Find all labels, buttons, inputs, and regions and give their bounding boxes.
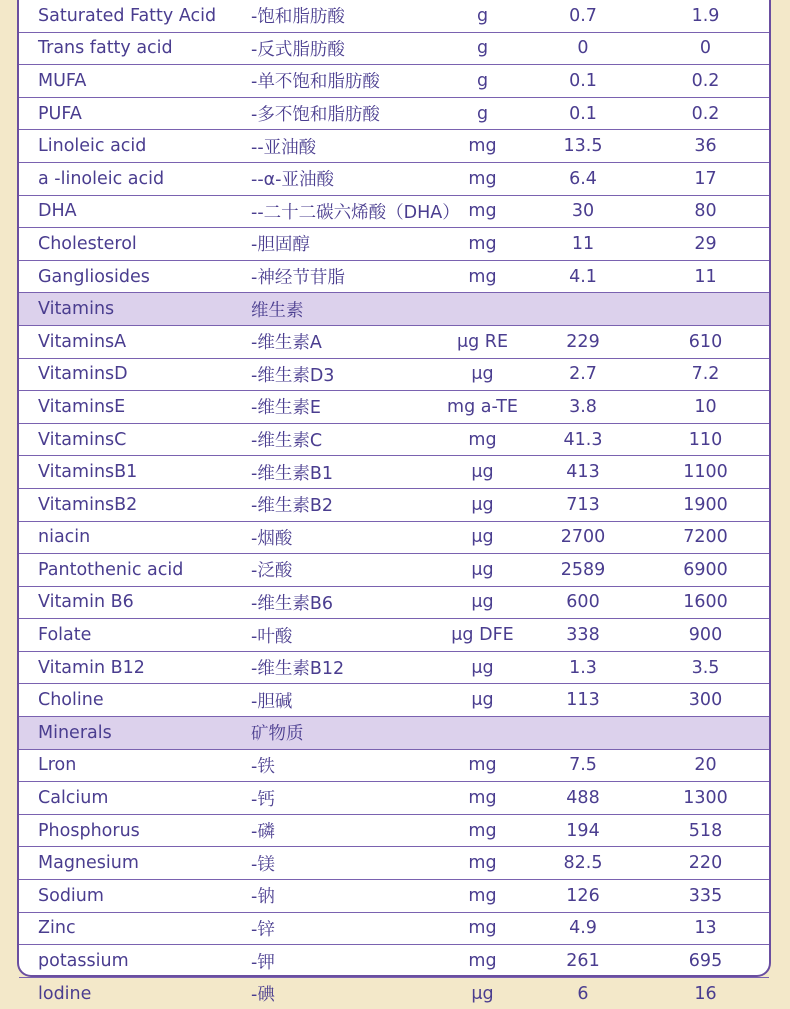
nutrient-value-per-100g: 1.9 <box>642 0 769 32</box>
nutrient-unit: mg <box>441 945 524 978</box>
nutrient-unit: μg <box>441 358 524 391</box>
nutrient-value-per-100kj: 4.1 <box>524 260 642 293</box>
nutrient-name-en: Choline <box>19 684 251 717</box>
nutrient-name-cn: -碘 <box>251 985 275 1006</box>
nutrient-value-per-100kj: 2700 <box>524 521 642 554</box>
nutrient-row <box>19 0 769 32</box>
nutrient-value-per-100kj: 338 <box>524 619 642 652</box>
nutrient-unit: mg <box>441 423 524 456</box>
nutrient-name-cn: --二十二碳六烯酸（DHA） <box>251 195 441 228</box>
nutrient-value-per-100kj: 30 <box>524 195 642 228</box>
nutrient-value-per-100g: 610 <box>642 325 769 358</box>
nutrient-unit: g <box>441 32 524 65</box>
nutrient-name-en: Sodium <box>19 880 251 913</box>
nutrient-value-per-100g: 80 <box>642 195 769 228</box>
nutrient-name-en: VitaminsD <box>19 358 251 391</box>
nutrient-name-cn: -锌 <box>251 912 441 945</box>
section-title-cn: 维生素 <box>251 293 769 326</box>
nutrient-unit: μg <box>441 684 524 717</box>
nutrient-unit: mg <box>441 130 524 163</box>
nutrient-value-per-100g: 20 <box>642 749 769 782</box>
nutrient-value-per-100kj: 0.1 <box>524 97 642 130</box>
nutrient-row <box>19 97 769 130</box>
nutrient-value-per-100g: 13 <box>642 912 769 945</box>
nutrient-value-per-100g: 695 <box>642 945 769 978</box>
nutrient-row <box>19 749 769 782</box>
nutrient-row <box>19 130 769 163</box>
nutrient-row <box>19 391 769 424</box>
nutrient-unit: μg <box>441 456 524 489</box>
nutrient-unit: μg <box>441 586 524 619</box>
nutrient-unit: g <box>441 65 524 98</box>
nutrient-value-per-100kj: 126 <box>524 880 642 913</box>
nutrient-name-cn: -维生素C <box>251 423 441 456</box>
nutrient-unit: mg <box>441 260 524 293</box>
nutrient-value-per-100kj: 488 <box>524 782 642 815</box>
nutrient-row <box>19 162 769 195</box>
nutrient-unit: mg <box>441 847 524 880</box>
nutrient-name-cn: -磷 <box>251 814 441 847</box>
nutrient-name-en: niacin <box>19 521 251 554</box>
nutrient-name-en: DHA <box>19 195 251 228</box>
section-title-en: Vitamins <box>19 293 251 326</box>
nutrient-unit: g <box>441 97 524 130</box>
nutrient-unit: mg <box>441 880 524 913</box>
nutrient-value-per-100g: 518 <box>642 814 769 847</box>
nutrient-value-per-100g: 36 <box>642 130 769 163</box>
nutrient-name-cn: -维生素B2 <box>251 488 441 521</box>
nutrient-unit: g <box>441 0 524 32</box>
nutrient-value-per-100g: 11 <box>642 260 769 293</box>
nutrient-value-per-100g: 335 <box>642 880 769 913</box>
nutrient-value-per-100kj: 2.7 <box>524 358 642 391</box>
nutrient-row <box>19 32 769 65</box>
nutrient-row <box>19 586 769 619</box>
nutrient-value-per-100g: 1100 <box>642 456 769 489</box>
nutrient-row <box>19 814 769 847</box>
nutrient-value-per-100g: 300 <box>642 684 769 717</box>
nutrient-name-cn: -维生素B6 <box>251 586 441 619</box>
nutrient-value-per-100kj: 82.5 <box>524 847 642 880</box>
nutrient-value-per-100kj: 713 <box>524 488 642 521</box>
nutrient-value-per-100kj: 113 <box>524 684 642 717</box>
nutrient-unit: mg <box>441 749 524 782</box>
nutrient-value-per-100kj: 261 <box>524 945 642 978</box>
nutrient-unit: μg RE <box>441 325 524 358</box>
nutrient-row <box>19 488 769 521</box>
nutrient-name-en: VitaminsB2 <box>19 488 251 521</box>
nutrient-value-per-100kj: 229 <box>524 325 642 358</box>
nutrient-name-cn: -维生素B1 <box>251 456 441 489</box>
nutrient-name-en: Gangliosides <box>19 260 251 293</box>
nutrient-name-cn: -钙 <box>251 782 441 815</box>
nutrient-value-per-100kj: 1.3 <box>524 651 642 684</box>
nutrient-name-cn: -胆碱 <box>251 684 441 717</box>
nutrient-name-en: Vitamin B12 <box>19 651 251 684</box>
nutrient-name-cn: -多不饱和脂肪酸 <box>251 97 441 130</box>
nutrient-value-per-100g: 16 <box>694 983 717 1004</box>
nutrient-name-cn: -钠 <box>251 880 441 913</box>
nutrient-name-en: Vitamin B6 <box>19 586 251 619</box>
nutrient-unit: μg <box>471 983 494 1004</box>
nutrient-unit: μg <box>441 651 524 684</box>
nutrient-value-per-100g: 3.5 <box>642 651 769 684</box>
nutrient-name-en: potassium <box>19 945 251 978</box>
nutrient-row <box>19 684 769 717</box>
nutrient-unit: μg <box>441 554 524 587</box>
nutrient-value-per-100g: 1600 <box>642 586 769 619</box>
nutrient-name-en: MUFA <box>19 65 251 98</box>
nutrient-name-en: Phosphorus <box>19 814 251 847</box>
nutrient-unit: mg <box>441 195 524 228</box>
nutrient-row <box>19 325 769 358</box>
nutrient-row <box>19 977 769 1009</box>
nutrient-row <box>19 912 769 945</box>
nutrient-name-en: Lron <box>19 749 251 782</box>
nutrient-row <box>19 521 769 554</box>
nutrient-value-per-100g: 29 <box>642 228 769 261</box>
nutrient-unit: mg <box>441 782 524 815</box>
nutrient-value-per-100kj: 11 <box>524 228 642 261</box>
nutrient-unit: mg <box>441 912 524 945</box>
nutrient-value-per-100g: 1900 <box>642 488 769 521</box>
nutrient-name-en: Calcium <box>19 782 251 815</box>
nutrient-value-per-100kj: 413 <box>524 456 642 489</box>
nutrient-row <box>19 880 769 913</box>
nutrient-row <box>19 260 769 293</box>
nutrient-name-cn: -烟酸 <box>251 521 441 554</box>
nutrient-name-en: VitaminsC <box>19 423 251 456</box>
nutrient-name-en: PUFA <box>19 97 251 130</box>
nutrient-unit: mg <box>441 228 524 261</box>
nutrient-value-per-100kj: 194 <box>524 814 642 847</box>
nutrient-value-per-100g: 110 <box>642 423 769 456</box>
nutrient-row <box>19 554 769 587</box>
section-title-en: Minerals <box>19 717 251 750</box>
nutrient-value-per-100kj: 13.5 <box>524 130 642 163</box>
nutrient-value-per-100g: 0 <box>642 32 769 65</box>
nutrient-name-cn: -叶酸 <box>251 619 441 652</box>
nutrient-row <box>19 619 769 652</box>
nutrient-value-per-100kj: 4.9 <box>524 912 642 945</box>
nutrient-value-per-100g: 0.2 <box>642 65 769 98</box>
nutrient-value-per-100g: 7200 <box>642 521 769 554</box>
nutrient-name-en: Linoleic acid <box>19 130 251 163</box>
nutrient-unit: μg <box>441 521 524 554</box>
nutrient-name-cn: --α-亚油酸 <box>251 162 441 195</box>
nutrient-value-per-100kj: 2589 <box>524 554 642 587</box>
nutrient-value-per-100g: 7.2 <box>642 358 769 391</box>
nutrition-table <box>19 0 769 1009</box>
nutrient-value-per-100g: 0.2 <box>642 97 769 130</box>
nutrient-row <box>19 195 769 228</box>
nutrient-unit: mg <box>441 814 524 847</box>
nutrient-row <box>19 456 769 489</box>
nutrient-row <box>19 228 769 261</box>
nutrient-name-cn: -维生素D3 <box>251 358 441 391</box>
nutrient-value-per-100kj: 3.8 <box>524 391 642 424</box>
nutrient-value-per-100kj: 6 <box>577 983 589 1004</box>
nutrient-name-en: Pantothenic acid <box>19 554 251 587</box>
nutrient-value-per-100g: 10 <box>642 391 769 424</box>
nutrient-row <box>19 945 769 978</box>
nutrient-name-en: Trans fatty acid <box>19 32 251 65</box>
nutrient-unit: μg <box>441 488 524 521</box>
nutrient-name-cn: -铁 <box>251 749 441 782</box>
nutrient-value-per-100g: 220 <box>642 847 769 880</box>
nutrient-name-cn: -泛酸 <box>251 554 441 587</box>
nutrient-name-en: lodine <box>38 983 92 1004</box>
nutrient-row <box>19 847 769 880</box>
nutrient-row <box>19 423 769 456</box>
nutrient-value-per-100g: 6900 <box>642 554 769 587</box>
nutrient-name-cn: -胆固醇 <box>251 228 441 261</box>
nutrition-facts-panel <box>17 0 771 1006</box>
nutrient-row <box>19 782 769 815</box>
nutrient-unit: μg DFE <box>441 619 524 652</box>
nutrient-value-per-100kj: 0.1 <box>524 65 642 98</box>
nutrient-name-en: VitaminsA <box>19 325 251 358</box>
nutrient-unit: mg a-TE <box>441 391 524 424</box>
nutrient-name-en: Saturated Fatty Acid <box>19 0 251 32</box>
nutrient-name-en: VitaminsE <box>19 391 251 424</box>
nutrient-value-per-100kj: 600 <box>524 586 642 619</box>
nutrient-name-cn: -维生素B12 <box>251 651 441 684</box>
nutrient-value-per-100kj: 7.5 <box>524 749 642 782</box>
section-header-row <box>19 293 769 326</box>
nutrient-name-cn: -神经节苷脂 <box>251 260 441 293</box>
nutrient-name-cn: -钾 <box>251 945 441 978</box>
nutrient-row <box>19 651 769 684</box>
nutrient-name-en: Zinc <box>19 912 251 945</box>
nutrient-name-cn: -单不饱和脂肪酸 <box>251 65 441 98</box>
nutrient-name-cn: -反式脂肪酸 <box>251 32 441 65</box>
nutrient-value-per-100g: 1300 <box>642 782 769 815</box>
nutrient-value-per-100kj: 0.7 <box>524 0 642 32</box>
nutrient-name-cn: -维生素A <box>251 325 441 358</box>
nutrient-unit: mg <box>441 162 524 195</box>
nutrition-table-body <box>19 0 769 1009</box>
nutrient-value-per-100kj: 0 <box>524 32 642 65</box>
nutrient-name-en: Magnesium <box>19 847 251 880</box>
nutrient-row <box>19 358 769 391</box>
section-title-cn: 矿物质 <box>251 717 769 750</box>
section-header-row <box>19 717 769 750</box>
nutrient-name-cn: -维生素E <box>251 391 441 424</box>
nutrient-name-en: a -linoleic acid <box>19 162 251 195</box>
nutrient-value-per-100kj: 41.3 <box>524 423 642 456</box>
nutrient-name-cn: -饱和脂肪酸 <box>251 0 441 32</box>
nutrient-name-en: Cholesterol <box>19 228 251 261</box>
nutrient-name-cn: -镁 <box>251 847 441 880</box>
nutrient-name-en: Folate <box>19 619 251 652</box>
nutrient-name-cn: --亚油酸 <box>251 130 441 163</box>
nutrient-value-per-100g: 17 <box>642 162 769 195</box>
nutrient-value-per-100g: 900 <box>642 619 769 652</box>
nutrient-row <box>19 65 769 98</box>
nutrient-name-en: VitaminsB1 <box>19 456 251 489</box>
nutrient-value-per-100kj: 6.4 <box>524 162 642 195</box>
